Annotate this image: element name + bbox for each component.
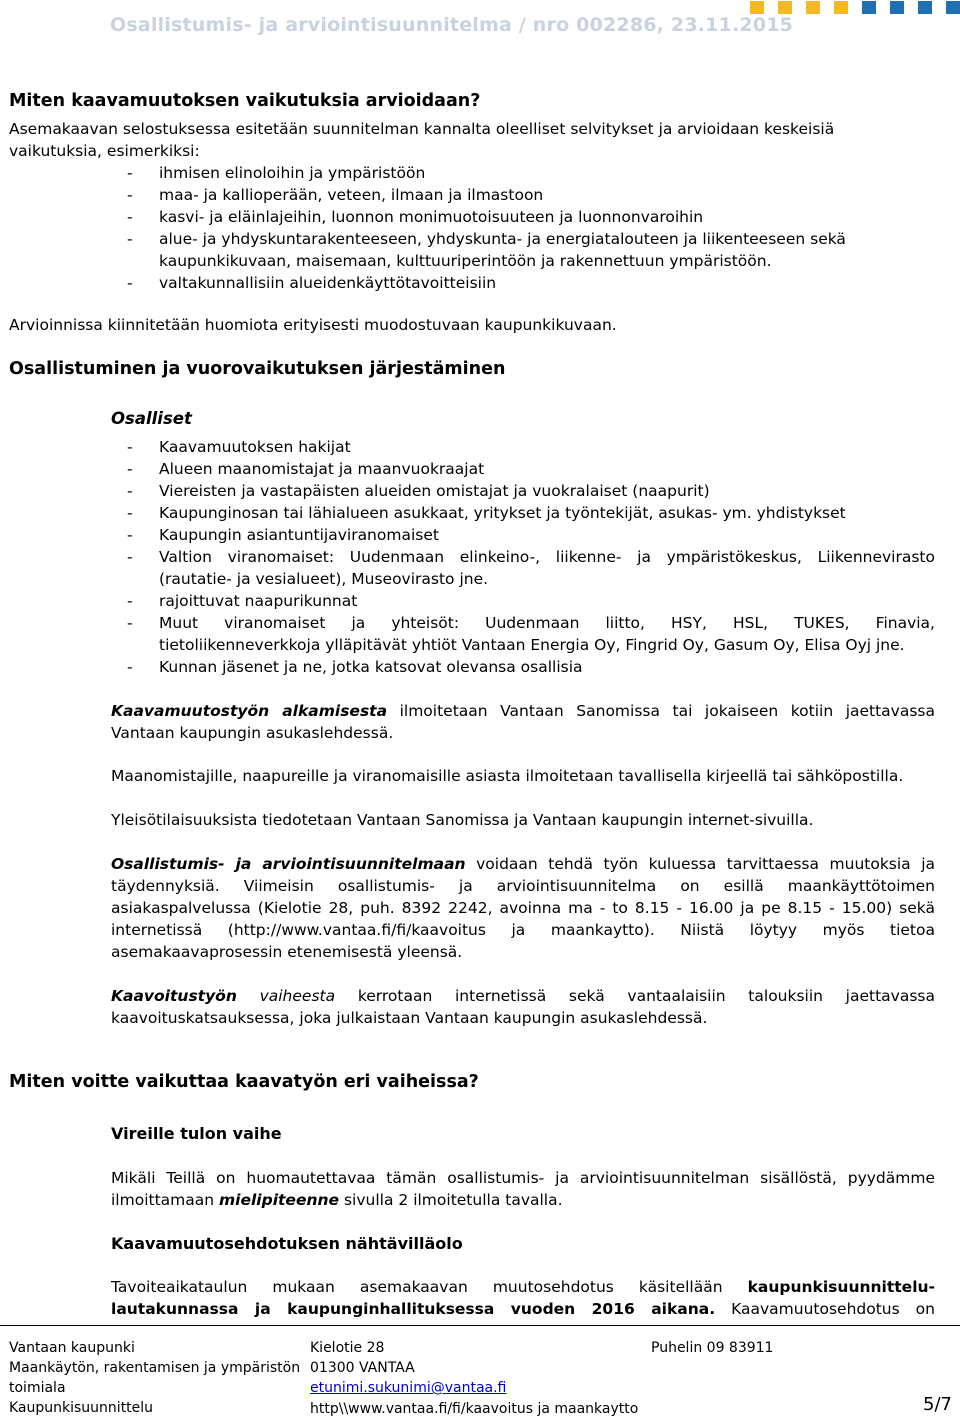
footer-address: Kielotie 28 xyxy=(310,1340,385,1356)
paragraph-line: internetissä (http://www.vantaa.fi/fi/kaavoitus ja maankaytto). Niistä löytyy myös tietoa xyxy=(111,921,935,939)
header-decoration xyxy=(748,1,960,14)
footer-website: http\\www.vantaa.fi/fi/kaavoitus ja maankaytto xyxy=(310,1401,639,1417)
footer-divider xyxy=(0,1325,960,1326)
list-item: - alue- ja yhdyskuntarakenteeseen, yhdyskunta- ja energiatalouteen ja liikenteeseen sekä xyxy=(127,230,846,248)
section-heading-influence: Miten voitte vaikuttaa kaavatyön eri vaiheissa? xyxy=(9,1072,479,1092)
paragraph-line: Mikäli Teillä on huomautettavaa tämän osallistumis- ja arviointisuunnitelman sisällöstä, pyydämme xyxy=(111,1169,935,1187)
paragraph-landowners: Maanomistajille, naapureille ja viranomaisille asiasta ilmoitetaan tavallisella kirjeellä tai sähköpostilla. xyxy=(111,767,904,785)
list-item: - Alueen maanomistajat ja maanvuokraajat xyxy=(127,460,485,478)
list-item: - Kaupungin asiantuntijaviranomaiset xyxy=(127,526,439,544)
list-item: - valtakunnallisiin alueidenkäyttötavoitteisiin xyxy=(127,274,497,292)
intro-line: Asemakaavan selostuksessa esitetään suunnitelman kannalta oleelliset selvitykset ja arvioidaan keskeisiä xyxy=(9,120,835,138)
page-number: 5/7 xyxy=(923,1394,952,1415)
footer-phone: Puhelin 09 83911 xyxy=(651,1340,774,1356)
document-header-title: Osallistumis- ja arviointisuunnitelma / nro 002286, 23.11.2015 xyxy=(110,14,794,36)
header-square xyxy=(890,1,904,14)
list-item: - Valtion viranomaiset: Uudenmaan elinkeino-, liikenne- ja ympäristökeskus, Liikennevirasto xyxy=(127,548,935,566)
paragraph-start-notice: Kaavamuutostyön alkamisesta ilmoitetaan Vantaan Sanomissa tai jokaiseen kotiin jaettavassa xyxy=(111,702,936,720)
paragraph-public-events: Yleisötilaisuuksista tiedotetaan Vantaan Sanomissa ja Vantaan kaupungin internet-sivuilla. xyxy=(111,811,814,829)
paragraph-line: asiakaspalvelussa (Kielotie 28, puh. 8392 2242, avoinna ma - to 8.15 - 16.00 ja pe 8.15 - 15.00) sekä xyxy=(111,899,935,917)
paragraph-line: ilmoittamaan mielipiteenne sivulla 2 ilmoitetulla tavalla. xyxy=(111,1191,563,1209)
header-square xyxy=(834,1,848,14)
header-square xyxy=(806,1,820,14)
header-square xyxy=(862,1,876,14)
list-item: - Muut viranomaiset ja yhteisöt: Uudenmaan liitto, HSY, HSL, TUKES, Finavia, xyxy=(127,614,935,632)
footer-org: Kaupunkisuunnittelu xyxy=(9,1400,154,1416)
list-item: - maa- ja kallioperään, veteen, ilmaan ja ilmastoon xyxy=(127,186,544,204)
list-item: - kasvi- ja eläinlajeihin, luonnon monimuotoisuuteen ja luonnonvaroihin xyxy=(127,208,704,226)
impact-list xyxy=(127,162,937,298)
section-heading-impacts: Miten kaavamuutoksen vaikutuksia arvioidaan? xyxy=(9,91,481,111)
paragraph-planning-stage: Kaavoitustyön vaiheesta kerrotaan internetissä sekä vantaalaisiin talouksiin jaettavassa xyxy=(111,987,935,1005)
stakeholder-list xyxy=(127,436,935,678)
footer-postal: 01300 VANTAA xyxy=(310,1360,415,1376)
list-item-continuation: kaupunkikuvaan, maisemaan, kulttuuriperintöön ja rakennettuun ympäristöön. xyxy=(159,252,772,270)
subheading-osalliset: Osalliset xyxy=(111,409,192,428)
header-square xyxy=(778,1,792,14)
subheading-initiation-stage: Vireille tulon vaihe xyxy=(111,1124,282,1143)
header-square xyxy=(750,1,764,14)
paragraph-line: kaavoituskatsauksessa, joka julkaistaan Vantaan kaupungin asukaslehdessä. xyxy=(111,1009,708,1027)
paragraph-oas: Osallistumis- ja arviointisuunnitelmaan voidaan tehdä työn kuluessa tarvittaessa muutoksia ja xyxy=(111,855,935,873)
footer-org: toimiala xyxy=(9,1380,66,1396)
assessment-note: Arvioinnissa kiinnitetään huomiota erityisesti muodostuvaan kaupunkikuvaan. xyxy=(9,316,617,334)
subheading-public-display: Kaavamuutosehdotuksen nähtävilläolo xyxy=(111,1234,463,1253)
header-square xyxy=(918,1,932,14)
paragraph-line: asemakaavaprosessin etenemisestä yleensä. xyxy=(111,943,463,961)
list-item-continuation: tietoliikenneverkkoja ylläpitävät yhtiöt Vantaan Energia Oy, Fingrid Oy, Gasum Oy, Elisa Oyj jne. xyxy=(159,636,905,654)
paragraph-line: Tavoiteaikataulun mukaan asemakaavan muutosehdotus käsitellään kaupunkisuunnittelu- xyxy=(111,1278,935,1296)
paragraph-line: lautakunnassa ja kaupunginhallituksessa vuoden 2016 aikana. Kaavamuutosehdotus on xyxy=(111,1300,935,1318)
list-item: - Viereisten ja vastapäisten alueiden omistajat ja vuokralaiset (naapurit) xyxy=(127,482,710,500)
list-item: - Kaavamuutoksen hakijat xyxy=(127,438,351,456)
list-item: - rajoittuvat naapurikunnat xyxy=(127,592,358,610)
list-item: - ihmisen elinoloihin ja ympäristöön xyxy=(127,164,426,182)
intro-line: vaikutuksia, esimerkiksi: xyxy=(9,142,200,160)
paragraph-line: täydennyksiä. Viimeisin osallistumis- ja arviointisuunnitelma on esillä maankäyttötoimen xyxy=(111,877,935,895)
footer-email-link[interactable]: etunimi.sukunimi@vantaa.fi xyxy=(310,1380,507,1396)
list-item: - Kaupunginosan tai lähialueen asukkaat, yritykset ja työntekijät, asukas- ym. yhdistykset xyxy=(127,504,846,522)
paragraph-line: Vantaan kaupungin asukaslehdessä. xyxy=(111,724,394,742)
footer-org: Maankäytön, rakentamisen ja ympäristön xyxy=(9,1360,301,1376)
section-heading-participation: Osallistuminen ja vuorovaikutuksen järjestäminen xyxy=(9,359,506,379)
footer-org: Vantaan kaupunki xyxy=(9,1340,135,1356)
list-item-continuation: (rautatie- ja vesialueet), Museovirasto jne. xyxy=(159,570,489,588)
list-item: - Kunnan jäsenet ja ne, jotka katsovat olevansa osallisia xyxy=(127,658,583,676)
header-square xyxy=(946,1,960,14)
